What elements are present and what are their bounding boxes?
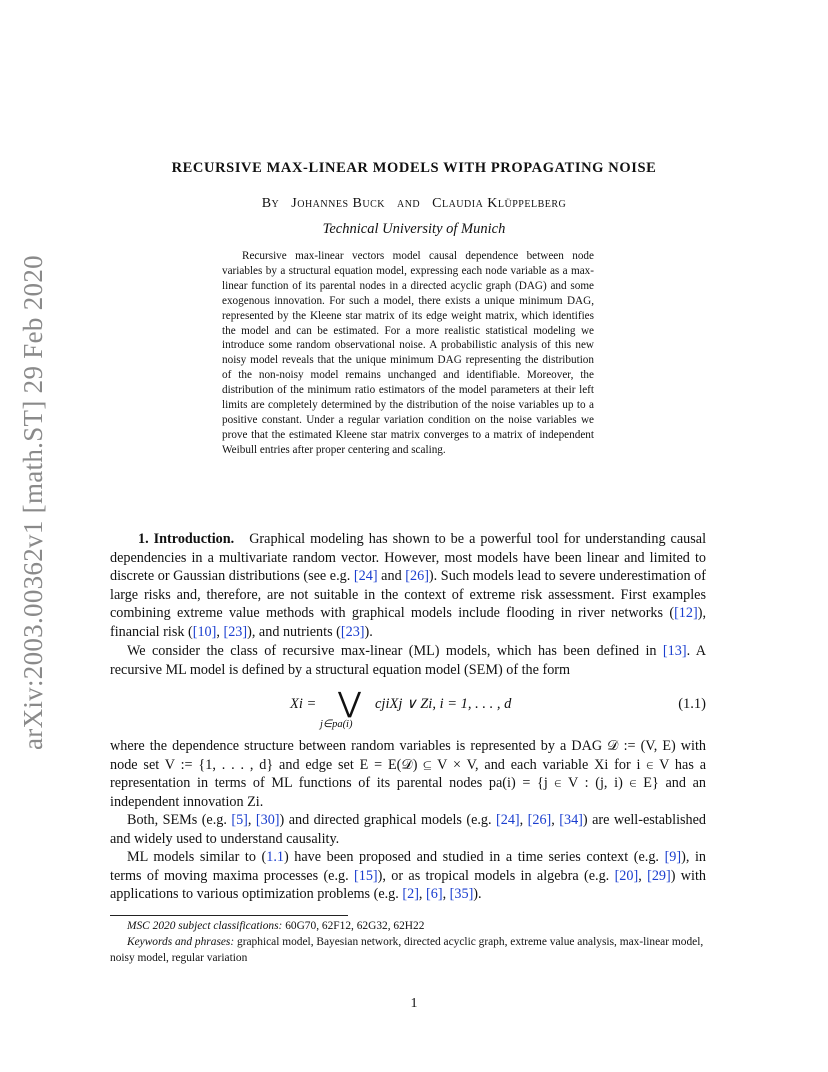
citation-link[interactable]: [13]: [662, 643, 687, 659]
text-run: . A recursive ML model is defined by a structural equation model (SEM) of the form: [110, 643, 706, 678]
text-run: We consider the class of recursive max-linear (ML) models, which has been defined in: [127, 643, 663, 659]
intro-paragraph-3: where the dependence structure between random variables is represented by a DAG 𝒟 := (V, E) with node set V := {1, . . . , d} and edge set E = E(𝒟) ⊆ V × V, and each variable Xi for i ∈ V has a representation in terms of ML functions of its parental nodes pa(i) = {j ∈ V : (j, i) ∈ E} and an independent innovation Zi.: [110, 738, 706, 810]
text-run: ).: [364, 623, 373, 640]
msc-classification: [110, 918, 706, 934]
intro-paragraph-4: [110, 811, 706, 848]
citation-link[interactable]: [29]: [647, 867, 671, 884]
equation-lhs: Xi =: [290, 696, 317, 712]
citation-link[interactable]: [15]: [354, 867, 378, 884]
text-run: ML models similar to (: [127, 849, 267, 865]
max-operator: ⋁: [338, 688, 361, 719]
keywords: [110, 934, 706, 966]
keywords-label: Keywords and phrases:: [127, 936, 235, 948]
text-run: ,: [638, 867, 648, 884]
msc-value: 60G70, 62F12, 62G32, 62H22: [282, 920, 425, 932]
equation-body: [290, 688, 550, 736]
text-run: ). Such models lead to severe underestimation of large risks and, therefore, are not suitable in the context of extreme risk assessment. First examples combining extreme value methods with graphical models include flooding in river networks (: [110, 568, 706, 621]
footnote-divider: [110, 915, 348, 916]
msc-label: MSC 2020 subject classifications:: [127, 920, 283, 932]
text-run: Graphical modeling has shown to be a powerful tool for understanding causal dependencies in a multivariate random vector. However, most models have been linear and limited to discrete or Gaussian distributions (see e.g.: [110, 531, 707, 584]
text-run: ), or as tropical models in algebra (e.g.: [377, 867, 615, 884]
intro-paragraph-1: [110, 530, 706, 641]
citation-link[interactable]: [2]: [402, 886, 419, 902]
citation-link[interactable]: [5]: [231, 812, 248, 828]
text-run: ) are well-established and widely used to understand causality.: [110, 812, 707, 847]
citation-link[interactable]: [30]: [255, 812, 280, 828]
intro-paragraph-2: [110, 642, 706, 679]
footnotes: [110, 918, 706, 966]
text-run: ) and directed graphical models (e.g.: [279, 812, 497, 828]
author-line: [0, 196, 828, 212]
equation-number: (1.1): [678, 696, 706, 712]
citation-link[interactable]: [23]: [223, 623, 248, 640]
by-label: By: [261, 196, 280, 211]
equation-reference-link[interactable]: 1.1: [266, 849, 284, 865]
equation-rhs: cjiXj ∨ Zi, i = 1, . . . , d: [375, 696, 512, 712]
page-number: 1: [410, 996, 418, 1011]
intro-paragraph-5: [110, 848, 706, 904]
operator-subscript: j∈pa(i): [320, 719, 353, 730]
author-name: Claudia Klüppelberg: [432, 196, 567, 211]
text-run: ), financial risk (: [110, 605, 706, 640]
text-run: ,: [216, 623, 224, 640]
keywords-value: graphical model, Bayesian network, directed acyclic graph, extreme value analysis, max-linear model, noisy model, regular variation: [110, 936, 704, 964]
citation-link[interactable]: [24]: [496, 812, 520, 828]
text-run: ,: [418, 886, 427, 902]
text-run: ,: [247, 812, 256, 828]
text-run: and: [377, 568, 406, 584]
author-name: Johannes Buck: [291, 196, 385, 211]
citation-link[interactable]: [26]: [405, 568, 429, 584]
text-run: ,: [519, 812, 528, 828]
equation-1-1: [110, 688, 706, 736]
citation-link[interactable]: [20]: [614, 867, 639, 884]
text-run: ,: [442, 886, 450, 902]
affiliation: Technical University of Munich: [322, 221, 506, 237]
text-run: ) have been proposed and studied in a time series context (e.g.: [283, 849, 665, 865]
citation-link[interactable]: [12]: [674, 605, 698, 621]
text-run: ), and nutrients (: [247, 623, 341, 640]
text-run: ).: [473, 886, 482, 902]
citation-link[interactable]: [9]: [664, 849, 682, 865]
text-run: ) with applications to various optimization problems (e.g.: [110, 867, 707, 902]
text-run: Both, SEMs (e.g.: [127, 812, 232, 828]
section-heading: 1. Introduction.: [138, 531, 235, 547]
citation-link[interactable]: [35]: [449, 886, 474, 902]
text-run: ,: [551, 812, 560, 828]
arxiv-identifier-stamp[interactable]: arXiv:2003.00362v1 [math.ST] 29 Feb 2020: [18, 255, 48, 750]
and-label: and: [396, 196, 421, 211]
text-run: ), in terms of moving maxima processes (e.g.: [110, 849, 706, 884]
citation-link[interactable]: [23]: [340, 623, 365, 640]
citation-link[interactable]: [34]: [559, 812, 583, 828]
paper-title: RECURSIVE MAX-LINEAR MODELS WITH PROPAGATING NOISE: [171, 160, 657, 176]
citation-link[interactable]: [10]: [192, 623, 217, 640]
citation-link[interactable]: [26]: [527, 812, 552, 828]
citation-link[interactable]: [6]: [426, 886, 443, 902]
abstract: Recursive max-linear vectors model causal dependence between node variables by a structural equation model, expressing each node variable as a max-linear function of its parental nodes in a directed acyclic graph (DAG) and some exogenous innovation. For such a model, there exists a unique minimum DAG, represented by the Kleene star matrix of its edge weight matrix, which identifies the model and can be estimated. For a more realistic statistical modeling we introduce some random observational noise. A probabilistic analysis of this new noisy model reveals that the unique minimum DAG representing the distribution of the non-noisy model remains unchanged and identifiable. Moreover, the distribution of the minimum ratio estimators of the model parameters at their left limits are completely determined by the distribution of the noise variables up to a positive constant. Under a regular variation condition on the noise variables we prove that the estimated Kleene star matrix converges to a matrix of independent Weibull entries after proper centering and scaling.: [222, 250, 594, 456]
citation-link[interactable]: [24]: [353, 568, 378, 584]
